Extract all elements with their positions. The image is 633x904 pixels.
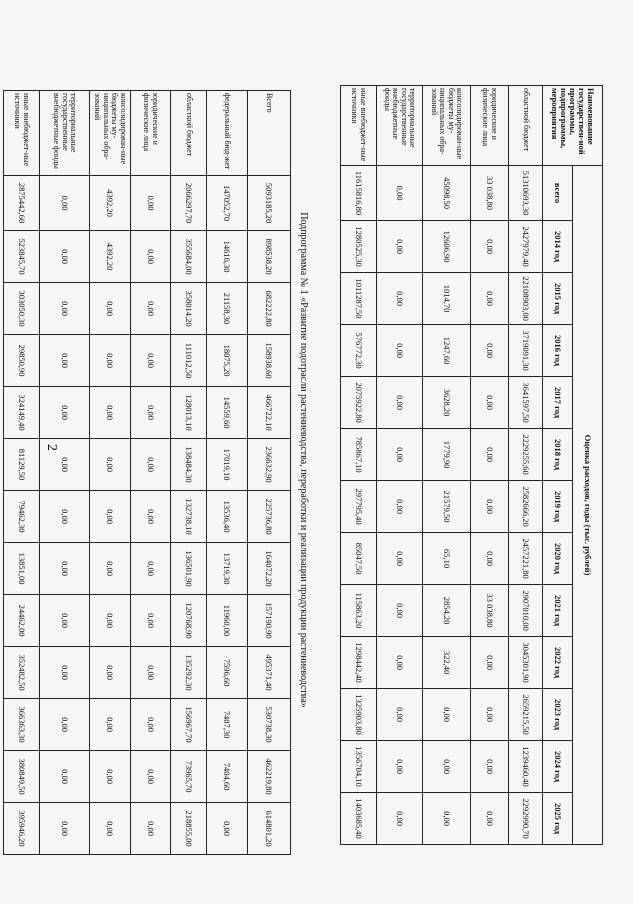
value-cell: 366363,30 [4,699,40,751]
value-cell: 322,40 [423,637,471,689]
value-cell: 0,00 [471,793,509,845]
value-cell: 0,00 [90,751,131,803]
value-cell: 297795,40 [341,481,377,533]
value-cell: 0,00 [90,283,131,335]
value-cell: 352482,50 [4,647,40,699]
value-cell: 0,00 [471,533,509,585]
table-row [471,86,509,845]
value-cell: 0,00 [131,231,171,283]
value-cell: 682222,80 [248,283,291,335]
main-budget-table [340,85,603,845]
table-row [171,91,207,855]
table-row [509,86,543,845]
value-cell: 380849,50 [4,751,40,803]
table-row [207,91,248,855]
value-cell: 0,00 [40,335,90,387]
value-cell: 2075922,80 [341,377,377,429]
value-cell: 0,00 [131,176,171,231]
value-cell: 0,00 [131,543,171,595]
value-cell: 147052,70 [207,176,248,231]
value-cell: 1247,60 [423,325,471,377]
value-cell: 225736,80 [248,491,291,543]
value-cell: 0,00 [377,221,423,273]
value-cell: 0,00 [131,803,171,855]
value-cell: 22108903,00 [509,273,543,325]
value-cell: 0,00 [471,325,509,377]
value-cell: 0,00 [40,439,90,491]
value-cell: 5093185,20 [248,176,291,231]
value-cell: 0,00 [377,429,423,481]
value-cell: 158938,60 [248,335,291,387]
value-cell: 2854,20 [423,585,471,637]
value-cell: 0,00 [40,491,90,543]
value-cell: 132738,10 [171,491,207,543]
subprogram-table-body [4,91,291,855]
row-label: юридические и физические лица [131,91,171,176]
value-cell: 523845,70 [4,231,40,283]
value-cell: 136501,90 [171,543,207,595]
row-label: федеральный бюд-жет [207,91,248,176]
table-row [377,86,423,845]
value-cell: 0,00 [90,491,131,543]
year-header-row [543,86,573,845]
value-cell: 111012,50 [171,335,207,387]
value-cell: 898538,20 [248,231,291,283]
year-header-cell: 2023 год [543,689,573,741]
value-cell: 355684,00 [171,231,207,283]
value-cell: 0,00 [423,689,471,741]
row-label: консолидирован-ные бюджеты му-ниципальных обра-зований [90,91,131,176]
value-cell: 0,00 [90,439,131,491]
value-cell: 13851,00 [4,543,40,595]
value-cell: 13719,30 [207,543,248,595]
year-header-cell: 2025 год [543,793,573,845]
value-cell: 1779,90 [423,429,471,481]
table-row [4,91,40,855]
value-cell: 395946,20 [4,803,40,855]
value-cell: 1298442,40 [341,637,377,689]
value-cell: 303050,30 [4,283,40,335]
row-label: консолидирован-ные бюджеты му-ниципальных обра-зований [423,86,471,166]
value-cell: 0,00 [131,283,171,335]
value-cell: 0,00 [131,647,171,699]
value-cell: 0,00 [207,803,248,855]
year-header-cell: 2024 год [543,741,573,793]
value-cell: 14559,60 [207,387,248,439]
year-header-cell: 2021 год [543,585,573,637]
value-cell: 0,00 [377,689,423,741]
value-cell: 0,00 [377,481,423,533]
value-cell: 0,00 [90,335,131,387]
value-cell: 0,00 [40,543,90,595]
value-cell: 0,00 [40,231,90,283]
subprogram-budget-table [3,90,291,855]
value-cell: 324149,40 [4,387,40,439]
value-cell: 466722,10 [248,387,291,439]
value-cell: 45098,50 [423,166,471,221]
value-cell: 0,00 [131,595,171,647]
value-cell: 1403685,40 [341,793,377,845]
value-cell: 3719091,30 [509,325,543,377]
value-cell: 79462,30 [4,491,40,543]
value-cell: 0,00 [377,377,423,429]
value-cell: 73965,70 [171,751,207,803]
value-cell: 0,00 [90,803,131,855]
value-cell: 576772,30 [341,325,377,377]
table-row [131,91,171,855]
main-table-body [341,86,543,845]
value-cell: 21158,30 [207,283,248,335]
value-cell: 614801,20 [248,803,291,855]
value-cell: 4392,20 [90,231,131,283]
value-cell: 0,00 [131,491,171,543]
table-row [423,86,471,845]
year-header-cell: 2022 год [543,637,573,689]
value-cell: 0,00 [40,803,90,855]
value-cell: 2907010,00 [509,585,543,637]
value-cell: 0,00 [377,741,423,793]
value-cell: 0,00 [90,387,131,439]
value-cell: 21579,50 [423,481,471,533]
program-name-header: Наименование государствен-ной программы, подпрограммы, мероприятия [543,86,603,166]
value-cell: 0,00 [131,751,171,803]
value-cell: 2659215,50 [509,689,543,741]
value-cell: 18075,20 [207,335,248,387]
value-cell: 0,00 [471,637,509,689]
value-cell: 218855,00 [171,803,207,855]
row-label: территориальные государственные внебюджетные фонды [40,91,90,176]
value-cell: 156967,70 [171,699,207,751]
value-cell: 0,00 [377,166,423,221]
value-cell: 128013,10 [171,387,207,439]
value-cell: 0,00 [40,595,90,647]
value-cell: 120768,90 [171,595,207,647]
year-header-cell: всего [543,166,573,221]
value-cell: 2427979,40 [509,221,543,273]
row-label: иные внебюджет-ные источники [341,86,377,166]
value-cell: 3045301,90 [509,637,543,689]
value-cell: 11615816,80 [341,166,377,221]
value-cell: 1014,70 [423,273,471,325]
value-cell: 0,00 [471,429,509,481]
value-cell: 236632,90 [248,439,291,491]
row-label: областной бюджет [171,91,207,176]
value-cell: 0,00 [377,637,423,689]
value-cell: 24462,00 [4,595,40,647]
table-row [90,91,131,855]
page-number: 2 [44,444,59,451]
value-cell: 157190,90 [248,595,291,647]
year-header-cell: 2017 год [543,377,573,429]
value-cell: 785867,10 [341,429,377,481]
value-cell: 358014,20 [171,283,207,335]
value-cell: 2292990,70 [509,793,543,845]
value-cell: 0,00 [471,689,509,741]
value-cell: 1356704,10 [341,741,377,793]
value-cell: 7596,60 [207,647,248,699]
value-cell: 1280525,30 [341,221,377,273]
value-cell: 0,00 [377,585,423,637]
year-header-cell: 2015 год [543,273,573,325]
value-cell: 0,00 [471,273,509,325]
value-cell: 0,00 [40,751,90,803]
value-cell: 495371,40 [248,647,291,699]
value-cell: 3628,20 [423,377,471,429]
value-cell: 0,00 [90,699,131,751]
value-cell: 462219,80 [248,751,291,803]
value-cell: 7404,60 [207,751,248,803]
year-header-cell: 2014 год [543,221,573,273]
year-header-cell: 2018 год [543,429,573,481]
value-cell: 33 038,80 [471,166,509,221]
value-cell: 81129,50 [4,439,40,491]
subprogram-title: Подпрограмма № 1 «Развитие подотрасли растениеводства, переработки и реализации продукции растениеводства» [298,212,309,708]
table-row [341,86,377,845]
value-cell: 2229255,60 [509,429,543,481]
value-cell: 0,00 [40,176,90,231]
value-cell: 0,00 [40,283,90,335]
value-cell: 0,00 [40,647,90,699]
value-cell: 0,00 [471,377,509,429]
table-row [40,91,90,855]
value-cell: 0,00 [471,741,509,793]
value-cell: 0,00 [131,699,171,751]
row-label: юридические и физические лица [471,86,509,166]
value-cell: 0,00 [90,647,131,699]
value-cell: 0,00 [471,221,509,273]
value-cell: 4392,20 [90,176,131,231]
year-header-cell: 2020 год [543,533,573,585]
value-cell: 1011287,50 [341,273,377,325]
table-row [248,91,291,855]
value-cell: 0,00 [40,387,90,439]
value-cell: 3641597,50 [509,377,543,429]
value-cell: 0,00 [40,699,90,751]
row-label: Всего [248,91,291,176]
value-cell: 0,00 [423,741,471,793]
value-cell: 65,10 [423,533,471,585]
value-cell: 1239460,40 [509,741,543,793]
value-cell: 0,00 [131,439,171,491]
value-cell: 51310693,30 [509,166,543,221]
row-label: иные внебюджет-ные источники [4,91,40,176]
value-cell: 0,00 [377,533,423,585]
value-cell: 14616,30 [207,231,248,283]
value-cell: 0,00 [377,793,423,845]
value-cell: 11960,00 [207,595,248,647]
value-cell: 2066297,70 [171,176,207,231]
value-cell: 0,00 [377,325,423,377]
value-cell: 85047,50 [341,533,377,585]
value-cell: 115863,20 [341,585,377,637]
value-cell: 138484,30 [171,439,207,491]
year-header-cell: 2019 год [543,481,573,533]
expense-estimate-header: Оценка расходов, годы (тыс. рублей) [573,166,603,845]
year-header-cell: 2016 год [543,325,573,377]
value-cell: 33 038,80 [471,585,509,637]
value-cell: 0,00 [377,273,423,325]
value-cell: 12606,90 [423,221,471,273]
value-cell: 0,00 [471,481,509,533]
value-cell: 530738,30 [248,699,291,751]
value-cell: 2582666,20 [509,481,543,533]
value-cell: 29850,90 [4,335,40,387]
value-cell: 0,00 [423,793,471,845]
value-cell: 17019,10 [207,439,248,491]
value-cell: 2875442,60 [4,176,40,231]
value-cell: 7407,30 [207,699,248,751]
value-cell: 135292,30 [171,647,207,699]
value-cell: 0,00 [90,595,131,647]
value-cell: 1325903,80 [341,689,377,741]
value-cell: 0,00 [131,387,171,439]
value-cell: 2457221,80 [509,533,543,585]
value-cell: 13536,40 [207,491,248,543]
row-label: областной бюджет [509,86,543,166]
value-cell: 164072,20 [248,543,291,595]
row-label: территориальные государственные внебюджетные фонды [377,86,423,166]
value-cell: 0,00 [131,335,171,387]
value-cell: 0,00 [90,543,131,595]
